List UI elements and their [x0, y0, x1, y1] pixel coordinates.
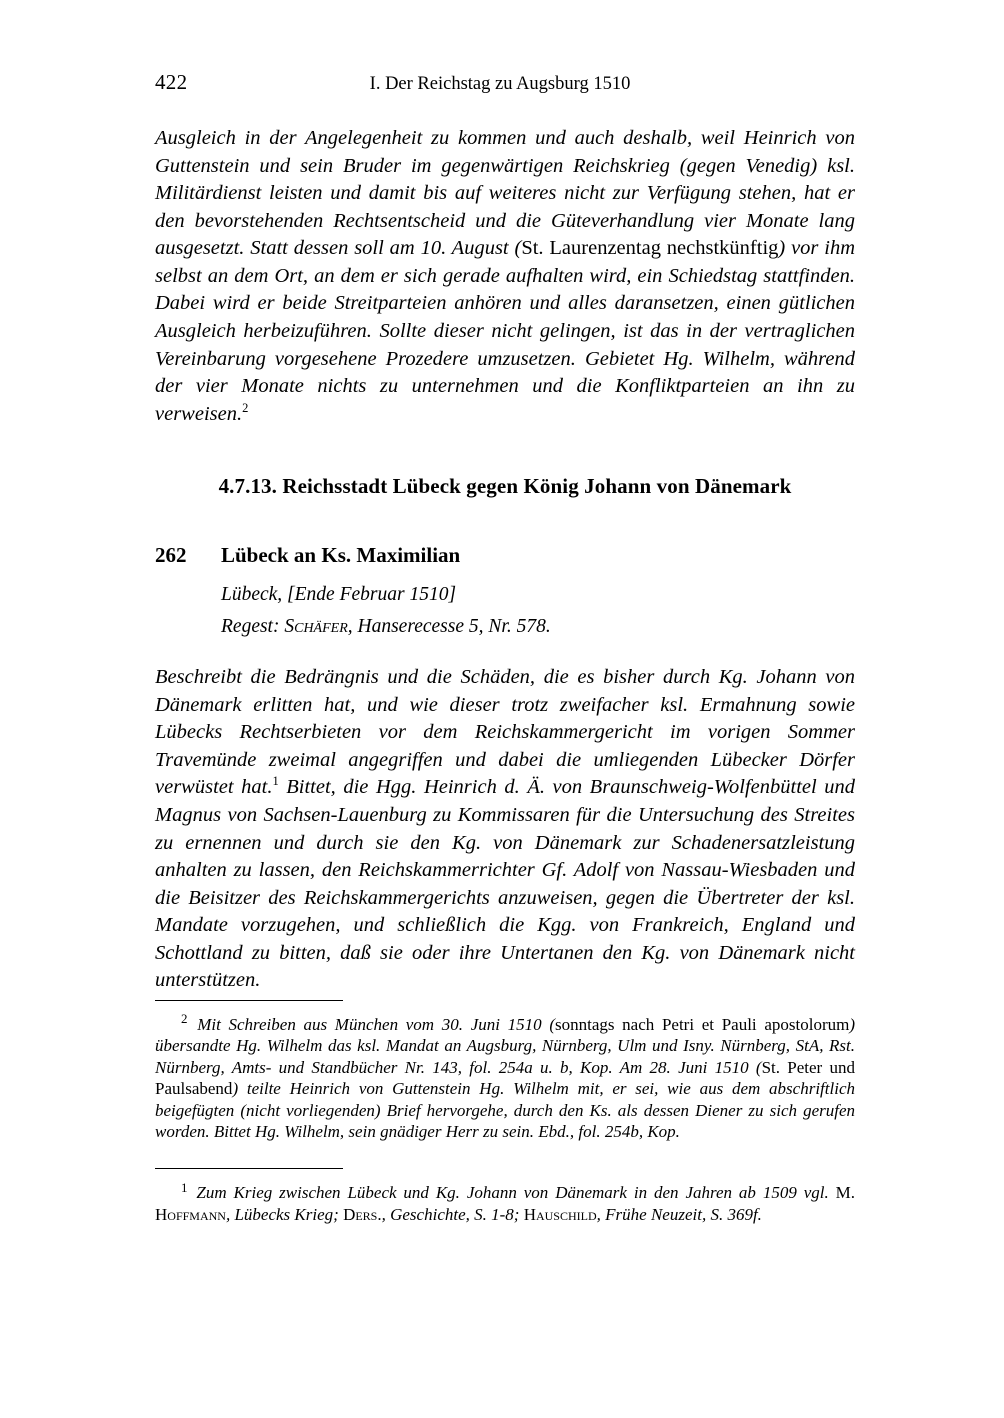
footnote-marker-1: 1 [181, 1179, 188, 1195]
footnote-1-author-2: Ders. [343, 1204, 382, 1224]
page-number: 422 [155, 70, 188, 94]
footnote-2 [155, 1011, 856, 1142]
regest-upright-quote-1: St. Laurenzentag nechstkünftig [521, 237, 779, 260]
footnote-1-author-3: Hauschild [523, 1204, 597, 1224]
footnote-1-author-1: Hoffmann [155, 1204, 226, 1224]
document-body-paragraph [155, 664, 855, 995]
footnote-2-upright-2: St. Peter und Paulsabend [155, 1057, 855, 1099]
body-text-part1: Beschreibt die Bedrängnis und die Schäden, die es bisher durch Kg. Johann von Dänemark erlitten hat, und wie dieser trotz zweifacher ksl. Ermahnung sowie Lübecks Rechtserbieten vor dem Reichskammergericht im vorigen Sommer Travemünde zweimal angegriffen und dabei die umliegenden Lübecker Dörfer verwüstet hat. [155, 666, 855, 799]
regest-text-part2: ) vor ihm selbst an dem Ort, an dem er sich gerade aufhalten wird, ein Schiedstag stattfinden. Dabei wird er beide Streitparteien anhören und alles daransetzen, einen gütlichen Ausgleich herbeizuführen. Sollte dieser nicht gelingen, ist das in der vertraglichen Vereinbarung vorgesehene Prozedere umzusetzen. Gebietet Hg. Wilhelm, während der vier Monate nichts zu unternehmen und die Konfliktparteien an ihn zu verweisen. [155, 237, 856, 425]
footnote-1-seg3: , Geschichte, S. 1-8; [381, 1204, 524, 1224]
document-place-date: Lübeck, [Ende Februar 1510] [221, 584, 457, 606]
regest-label: Regest: [221, 616, 285, 638]
footnote-reference-1: 1 [272, 774, 279, 789]
document-heading [155, 543, 855, 568]
main-regest-paragraph [155, 125, 855, 428]
footnote-2-upright-1: sonntags nach Petri et Pauli apostolorum [555, 1015, 850, 1034]
page-content [155, 70, 855, 995]
footnote-separator-rule-2 [155, 1168, 343, 1169]
regest-author: Schäfer [284, 616, 348, 638]
footnote-marker-2: 2 [181, 1011, 188, 1027]
footnotes-section [155, 1000, 855, 1225]
body-text-part2: Bittet, die Hgg. Heinrich d. Ä. von Braunschweig-Wolfenbüttel und Magnus von Sachsen-Lauenburg zu Kommissaren für die Untersuchung des Streites zu ernennen und durch sie den Kg. von Dänemark zur Schadenersatzleistung anhalten zu lassen, den Reichskammerrichter Gf. Adolf von Nassau-Wiesbaden und die Beisitzer des Reichskammergerichts anzuweisen, gegen die Übertreter der ksl. Mandate vorzugehen, und schließlich die Kgg. von Frankreich, England und Schottland zu bitten, daß sie oder ihre Untertanen den Kg. von Dänemark nicht unterstützen. [155, 776, 855, 992]
document-title: Lübeck an Ks. Maximilian [221, 543, 461, 568]
document-number: 262 [155, 543, 187, 568]
footnote-gap [155, 1142, 855, 1168]
running-title: I. Der Reichstag zu Augsburg 1510 [369, 74, 631, 94]
regest-reference-rest: , Hanserecesse 5, Nr. 578. [347, 616, 551, 638]
footnote-1-seg2: , Lübecks Krieg; [225, 1204, 344, 1224]
footnote-1-seg1: Zum Krieg zwischen Lübeck und Kg. Johann von Dänemark in den Jahren ab 1509 vgl. [196, 1183, 836, 1203]
footnote-1-seg4: , Frühe Neuzeit, S. 369f. [596, 1204, 762, 1224]
regest-text-part1: Ausgleich in der Angelegenheit zu kommen und auch deshalb, weil Heinrich von Guttenstein und sein Bruder im gegenwärtigen Reichskrieg (gegen Venedig) ksl. Militärdienst leisten und damit bis auf weiteres nicht zur Verfügung stehen, hat er den bevorstehenden Rechtsentscheid und die Güteverhandlung vier Monate lang ausgesetzt. Statt dessen soll am 10. August ( [155, 127, 855, 260]
section-heading: 4.7.13. Reichsstadt Lübeck gegen König Johann von Dänemark [218, 474, 792, 499]
footnote-2-seg3: ) teilte Heinrich von Guttenstein Hg. Wilhelm mit, er sei, wie aus dem abschriftlich beigefügten (nicht vorliegenden) Brief hervorgehe, durch den Ks. als dessen Diener zu sich gerufen worden. Bittet Hg. Wilhelm, sein gnädiger Herr zu sein. Ebd., fol. 254b, Kop. [155, 1079, 855, 1142]
running-head [155, 70, 855, 95]
footnote-1 [155, 1179, 856, 1225]
footnote-2-seg1: Mit Schreiben aus München vom 30. Juni 1510 ( [197, 1015, 555, 1034]
footnote-1-upright-1: M. [835, 1183, 856, 1203]
footnote-reference-2: 2 [242, 400, 249, 415]
footnote-2-seg2: ) übersandte Hg. Wilhelm das ksl. Mandat an Augsburg, Nürnberg, Ulm und Isny. Nürnberg, StA, Rst. Nürnberg, Amts- und Standbücher Nr. 143, fol. 254a u. b, Kop. Am 28. Juni 1510 ( [155, 1015, 856, 1077]
document-regest-reference [221, 616, 855, 638]
footnote-separator-rule [155, 1000, 343, 1001]
